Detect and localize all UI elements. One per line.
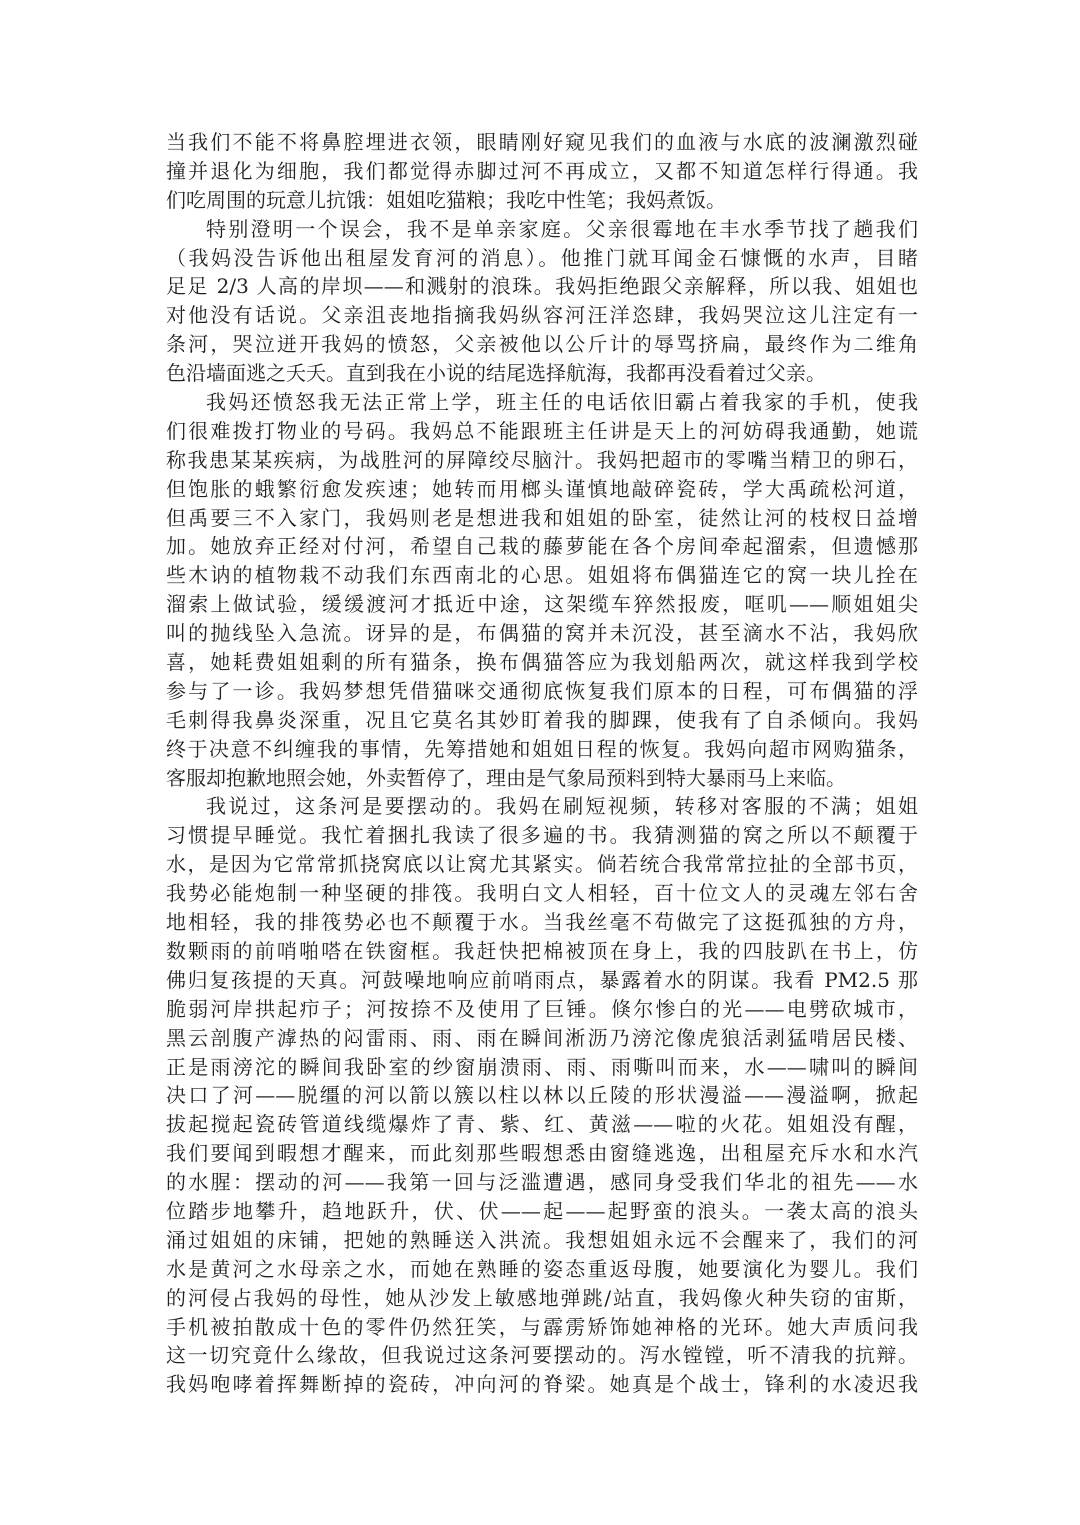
text-line: 特别澄明一个误会，我不是单亲家庭。父亲很霉地在丰水季节找了趟我们 (206, 216, 918, 241)
text-line: 们吃周围的玩意儿抗饿：姐姐吃猫粮；我吃中性笔；我妈煮饭。 (166, 187, 726, 212)
paragraph-4 (166, 792, 918, 1399)
text-line: 叫的抛线坠入急流。讶异的是，布偶猫的窝并未沉没，甚至滴水不沾，我妈欣 (166, 621, 918, 646)
text-line: 色沿墙面逃之夭夭。直到我在小说的结尾选择航海，我都再没看着过父亲。 (166, 361, 826, 386)
text-line: 水是黄河之水母亲之水，而她在熟睡的姿态重返母腹，她要演化为婴儿。我们 (166, 1256, 918, 1281)
text-line: 的水腥：摆动的河——我第一回与泛滥遭遇，感同身受我们华北的祖先——水 (166, 1170, 918, 1195)
text-line: 们很难拨打物业的号码。我妈总不能跟班主任讲是天上的河妨碍我通勤，她谎 (166, 418, 918, 443)
text-line: 足足 2/3 人高的岸坝——和溅射的浪珠。我妈拒绝跟父亲解释，所以我、姐姐也 (166, 274, 918, 299)
text-line: 但禹要三不入家门，我妈则老是想进我和姐姐的卧室，徒然让河的枝杈日益增 (166, 505, 918, 530)
text-line: 客服却抱歉地照会她，外卖暂停了，理由是气象局预料到特大暴雨马上来临。 (166, 765, 846, 790)
text-line: 我妈还愤怒我无法正常上学，班主任的电话依旧霸占着我家的手机，使我 (206, 390, 918, 415)
text-line: 数颗雨的前哨啪嗒在铁窗框。我赶快把棉被顶在身上，我的四肢趴在书上，仿 (166, 938, 918, 963)
text-line: 拔起搅起瓷砖管道线缆爆炸了青、紫、红、黄滋——啦的火花。姐姐没有醒， (166, 1112, 918, 1137)
text-line: 涌过姐姐的床铺，把她的熟睡送入洪流。我想姐姐永远不会醒来了，我们的河 (166, 1227, 918, 1252)
text-line: 称我患某某疾病，为战胜河的屏障绞尽脑汁。我妈把超市的零嘴当精卫的卵石， (166, 447, 918, 472)
text-line: 但饱胀的蛾繁衍愈发疾速；她转而用榔头谨慎地敲碎瓷砖，学大禹疏松河道， (166, 476, 918, 501)
text-line: 水，是因为它常常抓挠窝底以让窝尤其紧实。倘若统合我常常拉扯的全部书页， (166, 852, 918, 877)
text-line: 些木讷的植物栽不动我们东西南北的心思。姐姐将布偶猫连它的窝一块儿拴在 (166, 563, 918, 588)
paragraph-1 (166, 128, 918, 215)
text-line: 这一切究竟什么缘故，但我说过这条河要摆动的。泻水镗镗，听不清我的抗辩。 (166, 1343, 918, 1368)
text-line: 毛刺得我鼻炎深重，况且它莫名其妙盯着我的脚踝，使我有了自杀倾向。我妈 (166, 707, 918, 732)
text-line: 地相轻，我的排筏势必也不颠覆于水。当我丝毫不苟做完了这挺孤独的方舟， (166, 910, 918, 935)
text-line: 决口了河——脱缰的河以箭以簇以柱以林以丘陵的形状漫溢——漫溢啊，掀起 (166, 1083, 918, 1108)
text-line: （我妈没告诉他出租屋发育河的消息）。他推门就耳闻金石慷慨的水声，目睹 (166, 245, 918, 270)
text-line: 溜索上做试验，缓缓渡河才抵近中途，这架缆车猝然报废，哐叽——顺姐姐尖 (166, 592, 918, 617)
text-line: 条河，哭泣迸开我妈的愤怒，父亲被他以公斤计的辱骂挤扁，最终作为二维角 (166, 332, 918, 357)
document-page (166, 128, 918, 1399)
text-line: 黑云剖腹产滹热的闷雷雨、雨、雨在瞬间淅沥乃滂沱像虎狼活剥猛啃居民楼、 (166, 1025, 918, 1050)
text-line: 加。她放弃正经对付河，希望自己栽的藤萝能在各个房间牵起溜索，但遗憾那 (166, 534, 918, 559)
text-line: 手机被拍散成十色的零件仍然狂笑，与霹雳矫饰她神格的光环。她大声质问我 (166, 1314, 918, 1339)
text-line: 参与了一诊。我妈梦想凭借猫咪交通彻底恢复我们原本的日程，可布偶猫的浮 (166, 678, 918, 703)
text-line: 习惯提早睡觉。我忙着捆扎我读了很多遍的书。我猜测猫的窝之所以不颠覆于 (166, 823, 918, 848)
text-line: 当我们不能不将鼻腔埋进衣领，眼睛刚好窥见我们的血液与水底的波澜激烈碰 (166, 130, 918, 154)
text-line: 我妈咆哮着挥舞断掉的瓷砖，冲向河的脊梁。她真是个战士，锋利的水凌迟我 (166, 1372, 918, 1397)
text-line: 撞并退化为细胞，我们都觉得赤脚过河不再成立，又都不知道怎样行得通。我 (166, 158, 918, 183)
text-line: 佛归复孩提的天真。河鼓噪地响应前哨雨点，暴露着水的阴谋。我看 PM2.5 那 (166, 967, 918, 992)
text-line: 我说过，这条河是要摆动的。我妈在刷短视频，转移对客服的不满；姐姐 (206, 794, 918, 819)
text-line: 的河侵占我妈的母性，她从沙发上敏感地弹跳/站直，我妈像火种失窃的宙斯， (166, 1285, 918, 1310)
text-line: 位踏步地攀升，趋地跃升，伏、伏——起——起野蛮的浪头。一袭太高的浪头 (166, 1198, 918, 1223)
text-line: 脆弱河岸拱起疖子；河按捺不及使用了巨锤。倏尔惨白的光——电劈砍城市， (166, 996, 918, 1021)
paragraph-3 (166, 388, 918, 792)
text-line: 我们要闻到暇想才醒来，而此刻那些暇想悉由窗缝逃逸，出租屋充斥水和水汽 (166, 1141, 918, 1166)
text-line: 终于决意不纠缠我的事情，先筹措她和姐姐日程的恢复。我妈向超市网购猫条， (166, 736, 918, 761)
paragraph-2 (166, 215, 918, 388)
text-line: 正是雨滂沱的瞬间我卧室的纱窗崩溃雨、雨、雨嘶叫而来，水——啸叫的瞬间 (166, 1054, 918, 1079)
text-line: 我势必能炮制一种坚硬的排筏。我明白文人相轻，百十位文人的灵魂左邻右舍 (166, 881, 918, 906)
text-line: 喜，她耗费姐姐剩的所有猫条，换布偶猫答应为我划船两次，就这样我到学校 (166, 650, 918, 675)
text-line: 对他没有话说。父亲沮丧地指摘我妈纵容河汪洋恣肆，我妈哭泣这儿注定有一 (166, 303, 918, 328)
